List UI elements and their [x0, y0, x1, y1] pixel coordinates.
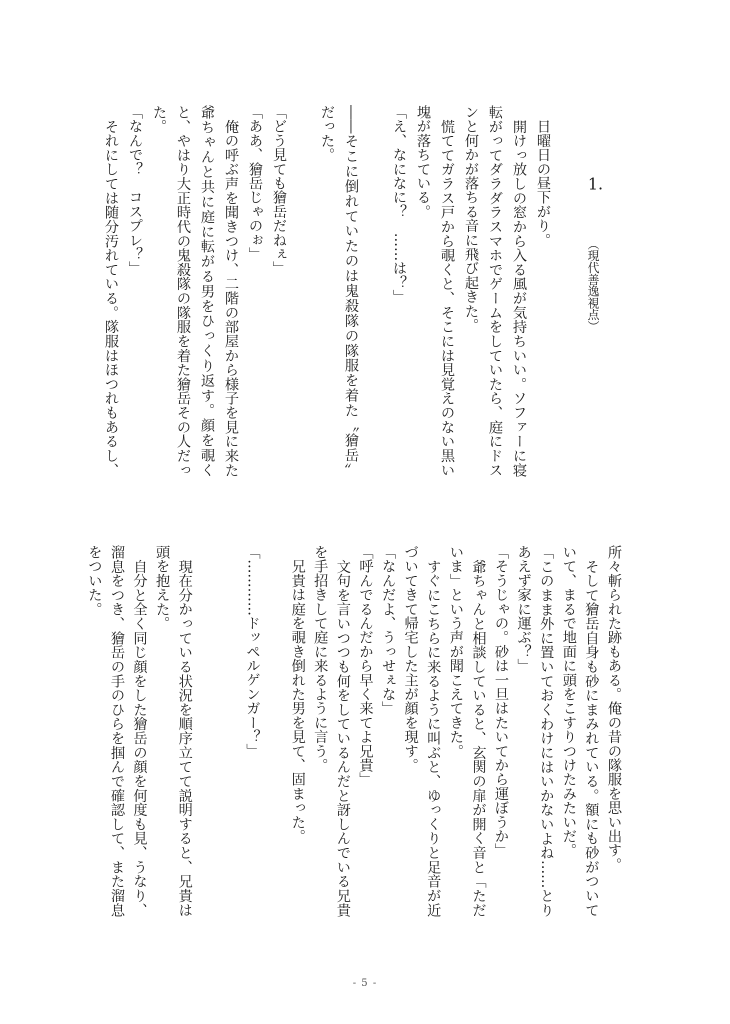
text-line: と、やはり大正時代の鬼殺隊の隊服を着た獪岳その人だっ [175, 105, 191, 477]
text-line: づいてきて帰宅した主が顔を現す。 [402, 545, 419, 773]
text-line: を手招きして庭に来るように言う。 [312, 545, 329, 773]
text-line: ――そこに倒れていたのは鬼殺隊の隊服を着た〝獪岳〟 [343, 105, 359, 477]
text-line: 慌ててガラス戸から覗くと、そこには見覚えのない黒い [439, 105, 455, 477]
lower-text-block [83, 545, 625, 917]
text-line: 「ああ、獪岳じゃのぉ」 [247, 105, 263, 262]
text-line: 爺ちゃんと共に庭に転がる男をひっくり返す。顔を覗く [199, 105, 215, 477]
text-line: 「なんで？ コスプレ？」 [127, 105, 143, 276]
text-line: だった。 [319, 105, 335, 162]
text-line: 「そうじゃの。砂は一旦はたいてから運ぼうか」 [493, 545, 510, 858]
text-line: 「なんだよ、うっせぇな」 [380, 545, 397, 716]
page-number: - 5 - [352, 978, 378, 989]
blank-line [363, 105, 387, 477]
text-line: いて、まるで地面に頭をこすりつけたみたいだ。 [560, 545, 577, 858]
chapter-number: 1. [587, 176, 604, 192]
blank-line [218, 545, 241, 917]
text-line: 爺ちゃんと相談していると、玄関の扉が開く音と「ただ [470, 545, 487, 917]
text-line: 開けっ放しの窓から入る風が気持ちいい。ソファーに寝 [511, 105, 527, 477]
text-line: 日曜日の昼下がり。 [535, 105, 551, 247]
text-line: 塊が落ちている。 [415, 105, 431, 219]
text-line: いま」という声が聞こえてきた。 [447, 545, 464, 758]
text-line: 「どう見ても獪岳だねぇ」 [271, 105, 287, 276]
text-line: をついた。 [86, 545, 103, 616]
text-line: た。 [151, 105, 167, 134]
text-line: 「え、なになに？ ……は？」 [391, 105, 407, 304]
chapter-subtitle: （現代善逸視点） [586, 238, 600, 333]
text-line: そして獪岳自身も砂にまみれている。額にも砂がついて [583, 545, 600, 917]
text-line: すぐにこちらに来るように叫ぶと、ゆっくりと足音が近 [425, 545, 442, 917]
text-line: それにしては随分汚れている。隊服はほつれもあるし、 [103, 105, 119, 477]
text-line: 俺の呼ぶ声を聞きつけ、二階の部屋から様子を見に来た [223, 105, 239, 477]
blank-line [196, 545, 219, 917]
text-line: あえず家に運ぶ？」 [515, 545, 532, 673]
text-line: 溜息をつき、獪岳の手のひらを掴んで確認して、また溜息 [108, 545, 125, 917]
text-line: 転がってダラダラスマホでゲームをしていたら、庭にドス [487, 105, 503, 477]
text-line: 「…………ドッペルゲンガー？」 [244, 545, 261, 758]
text-line: ンと何かが落ちる音に飛び起きた。 [463, 105, 479, 333]
text-line: 頭を抱えた。 [154, 545, 171, 631]
blank-line [291, 105, 315, 477]
text-line: 「呼んでるんだから早く来てよ兄貴」 [357, 545, 374, 787]
text-line: 現在分かっている状況を順序立てて説明すると、兄貴は [176, 545, 193, 917]
text-line: 兄貴は庭を覗き倒れた男を見て、固まった。 [289, 545, 306, 844]
upper-text-block [51, 105, 555, 477]
text-line: 文句を言いつつも何をしているんだと訝しんでいる兄貴 [334, 545, 351, 917]
text-line: 自分と全く同じ顔をした獪岳の顔を何度も見、うなり、 [131, 545, 148, 917]
blank-line [264, 545, 287, 917]
text-line: 「このまま外に置いておくわけにはいかないよね……とり [538, 545, 555, 917]
text-line: 所々斬られた跡もある。俺の昔の隊服を思い出す。 [606, 545, 622, 872]
